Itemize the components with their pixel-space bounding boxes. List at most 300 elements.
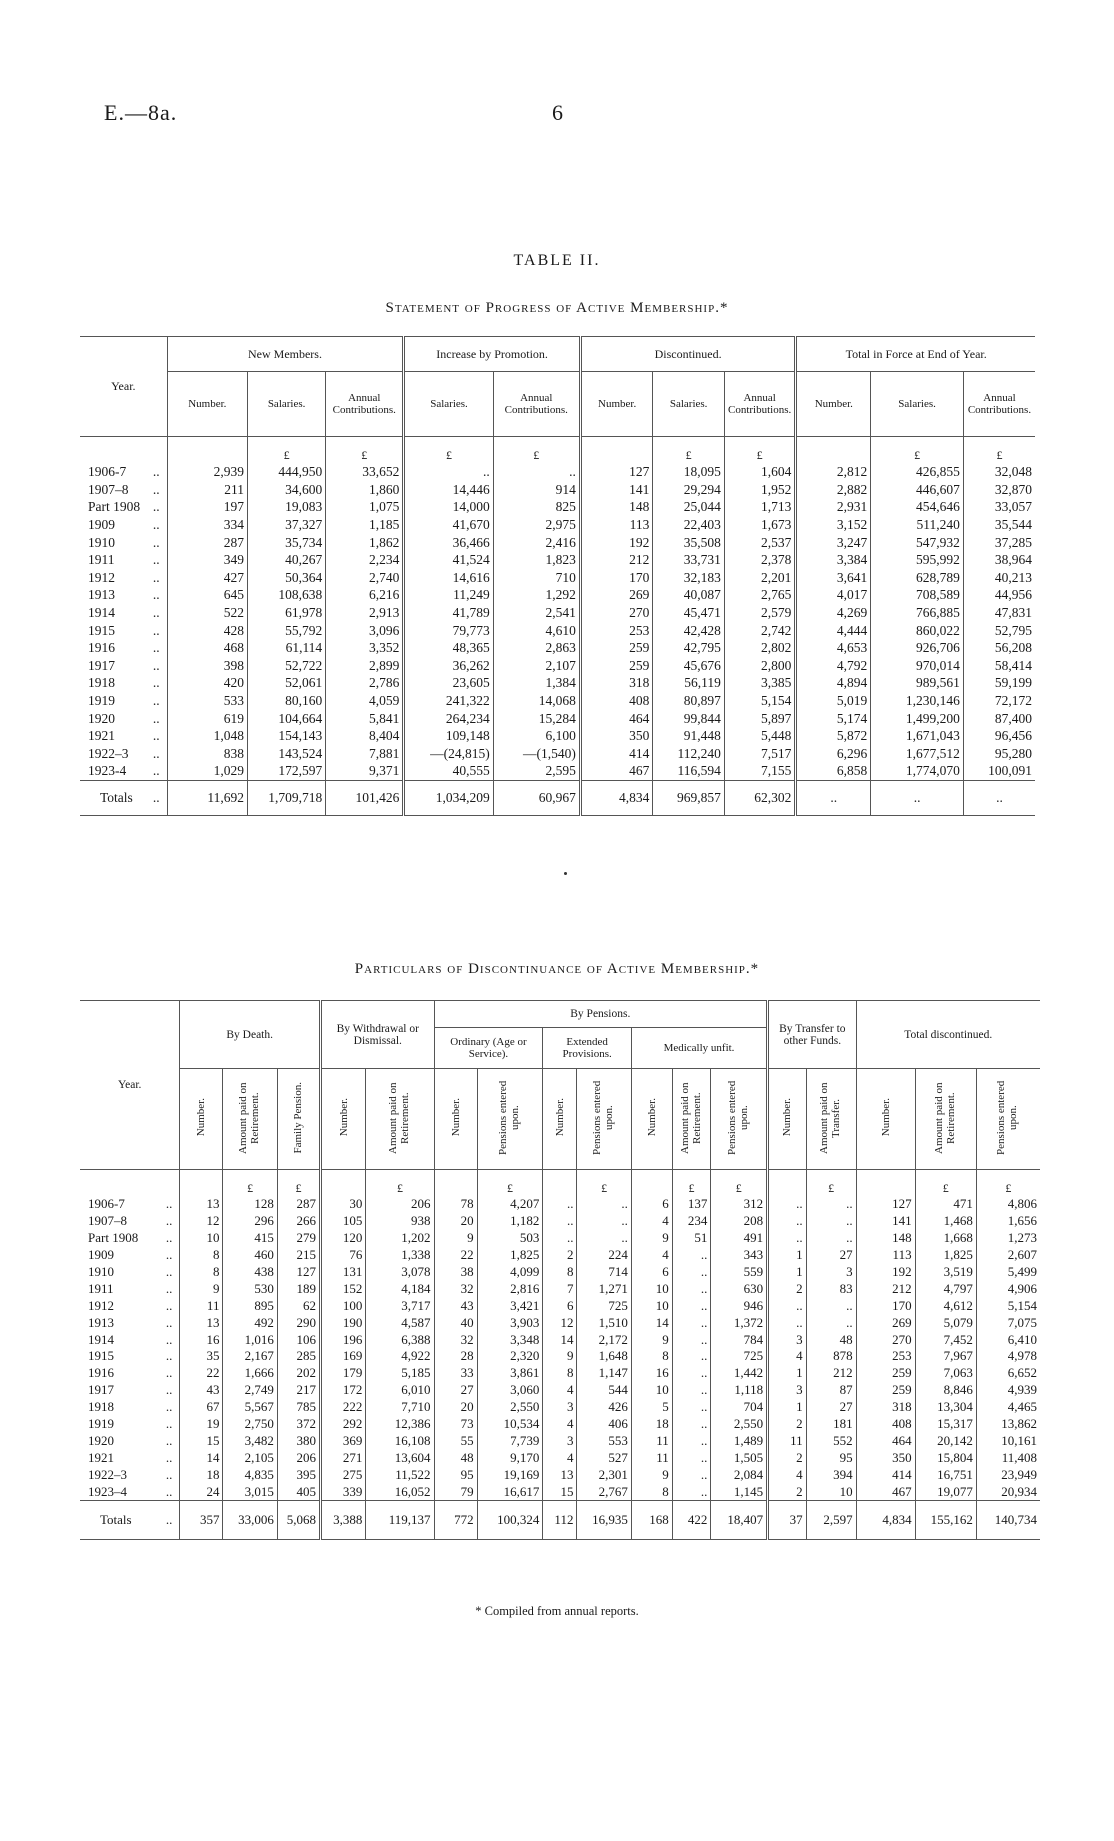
data-cell: 95: [434, 1466, 477, 1483]
data-cell: 37,327: [248, 516, 326, 534]
leader-dots: ..: [165, 1247, 173, 1263]
data-cell: 4: [543, 1382, 577, 1399]
data-cell: 3,015: [223, 1483, 277, 1500]
data-cell: 2,812: [796, 463, 871, 481]
year-cell: [80, 674, 167, 692]
data-cell: 22: [180, 1365, 223, 1382]
data-cell: 446,607: [871, 481, 964, 499]
leader-dots: ..: [165, 1483, 173, 1499]
year-label: 1923–4: [88, 1483, 127, 1499]
data-cell: 2,749: [223, 1382, 277, 1399]
data-cell: 18: [631, 1416, 672, 1433]
table-row: [80, 1365, 1040, 1382]
data-cell: ..: [577, 1196, 631, 1213]
data-cell: 946: [711, 1297, 768, 1314]
data-cell: 4,612: [915, 1297, 976, 1314]
unit-row: [80, 1170, 1040, 1197]
data-cell: 13,862: [976, 1416, 1040, 1433]
col-amount-retirement: Amount paid on Retirement.: [237, 1081, 262, 1154]
data-cell: 10: [631, 1280, 672, 1297]
data-cell: 426,855: [871, 463, 964, 481]
leader-dots: ..: [165, 1213, 173, 1229]
data-cell: 80,897: [653, 692, 724, 710]
year-cell: [80, 1348, 180, 1365]
data-cell: 3,641: [796, 569, 871, 587]
unit-spacer: [80, 437, 167, 464]
data-cell: 492: [223, 1314, 277, 1331]
data-cell: 9: [631, 1331, 672, 1348]
data-cell: 61,978: [248, 604, 326, 622]
data-cell: 5,019: [796, 692, 871, 710]
data-cell: 1,147: [577, 1365, 631, 1382]
data-cell: 4,939: [976, 1382, 1040, 1399]
total-cell: 16,935: [577, 1501, 631, 1540]
data-cell: 2,931: [796, 498, 871, 516]
data-cell: 2,802: [724, 639, 796, 657]
data-cell: 3: [768, 1382, 807, 1399]
data-cell: 16: [631, 1365, 672, 1382]
data-cell: 2,800: [724, 657, 796, 675]
data-cell: 212: [580, 551, 653, 569]
ordinary-header: Ordinary (Age or Service).: [434, 1028, 543, 1069]
data-cell: 11: [180, 1297, 223, 1314]
unit-cell: [180, 1170, 223, 1197]
year-label: 1912: [88, 1297, 114, 1313]
data-cell: 44,956: [963, 586, 1035, 604]
data-cell: 7,075: [976, 1314, 1040, 1331]
data-cell: 116,594: [653, 762, 724, 780]
data-cell: 12: [543, 1314, 577, 1331]
data-cell: 3,717: [366, 1297, 434, 1314]
data-cell: 22,403: [653, 516, 724, 534]
total-cell: 112: [543, 1501, 577, 1540]
data-cell: 51: [672, 1230, 711, 1247]
data-cell: 1,862: [326, 533, 404, 551]
data-cell: ..: [806, 1213, 856, 1230]
year-label: 1912: [88, 569, 115, 585]
pensions-header: By Pensions.: [434, 1001, 768, 1028]
table-row: [80, 569, 1035, 587]
new-members-header: New Members.: [167, 337, 404, 372]
data-cell: 1,713: [724, 498, 796, 516]
data-cell: 2,167: [223, 1348, 277, 1365]
data-cell: 45,676: [653, 657, 724, 675]
data-cell: 47,831: [963, 604, 1035, 622]
data-cell: 8: [543, 1264, 577, 1281]
data-cell: 16,052: [366, 1483, 434, 1500]
data-cell: 2,913: [326, 604, 404, 622]
data-cell: 3: [543, 1432, 577, 1449]
data-cell: 5,872: [796, 727, 871, 745]
total-cell: 155,162: [915, 1501, 976, 1540]
data-cell: ..: [672, 1314, 711, 1331]
leader-dots: ..: [152, 710, 160, 726]
data-cell: 2,301: [577, 1466, 631, 1483]
data-cell: 50,364: [248, 569, 326, 587]
data-cell: 137: [672, 1196, 711, 1213]
table-row: [80, 674, 1035, 692]
data-cell: 1,029: [167, 762, 247, 780]
data-cell: 16,751: [915, 1466, 976, 1483]
data-cell: 926,706: [871, 639, 964, 657]
data-cell: 13: [180, 1196, 223, 1213]
data-cell: 8: [180, 1247, 223, 1264]
data-cell: 23,605: [404, 674, 493, 692]
year-cell: [80, 1432, 180, 1449]
col-annual: Annual Contributions.: [493, 372, 580, 437]
leader-dots: ..: [165, 1449, 173, 1465]
table-row: [80, 1348, 1040, 1365]
col-annual: Annual Contributions.: [963, 372, 1035, 437]
data-cell: 4,835: [223, 1466, 277, 1483]
data-cell: 292: [321, 1416, 366, 1433]
data-cell: 343: [711, 1247, 768, 1264]
year-label: 1915: [88, 622, 115, 638]
data-cell: 405: [277, 1483, 320, 1500]
data-cell: 1,823: [493, 551, 580, 569]
data-cell: 1,677,512: [871, 745, 964, 763]
col-family-pension: Family Pension.: [292, 1081, 305, 1154]
data-cell: 2,786: [326, 674, 404, 692]
table-row: [80, 1247, 1040, 1264]
data-cell: 10,161: [976, 1432, 1040, 1449]
data-cell: 3,096: [326, 621, 404, 639]
data-cell: 4,465: [976, 1399, 1040, 1416]
total-cell: 140,734: [976, 1501, 1040, 1540]
data-cell: 6,410: [976, 1331, 1040, 1348]
data-cell: 192: [580, 533, 653, 551]
data-cell: 19: [180, 1416, 223, 1433]
data-cell: 259: [580, 639, 653, 657]
data-cell: 41,524: [404, 551, 493, 569]
data-cell: 2,201: [724, 569, 796, 587]
data-cell: 24: [180, 1483, 223, 1500]
table-row: [80, 1382, 1040, 1399]
data-cell: ..: [543, 1230, 577, 1247]
data-cell: 2,742: [724, 621, 796, 639]
data-cell: 398: [167, 657, 247, 675]
leader-dots: ..: [152, 657, 160, 673]
data-cell: 40,555: [404, 762, 493, 780]
data-cell: 36,466: [404, 533, 493, 551]
data-cell: 99,844: [653, 709, 724, 727]
data-cell: 12: [180, 1213, 223, 1230]
data-cell: 4: [543, 1416, 577, 1433]
year-label: 1906-7: [88, 464, 127, 480]
totals-label: Totals: [100, 1512, 132, 1528]
data-cell: 18: [180, 1466, 223, 1483]
data-cell: 202: [277, 1365, 320, 1382]
data-cell: 468: [167, 639, 247, 657]
data-cell: 895: [223, 1297, 277, 1314]
leader-dots: ..: [165, 1297, 173, 1313]
data-cell: 222: [321, 1399, 366, 1416]
data-cell: 2,320: [477, 1348, 543, 1365]
data-cell: 78: [434, 1196, 477, 1213]
leader-dots: ..: [165, 1512, 173, 1528]
data-cell: 1,825: [477, 1247, 543, 1264]
year-cell: [80, 657, 167, 675]
data-cell: 3,078: [366, 1264, 434, 1281]
table-row: [80, 481, 1035, 499]
data-cell: ..: [672, 1348, 711, 1365]
data-cell: 120: [321, 1230, 366, 1247]
data-cell: ..: [768, 1314, 807, 1331]
data-cell: 40,213: [963, 569, 1035, 587]
data-cell: ..: [672, 1399, 711, 1416]
col-salaries: Salaries.: [248, 372, 326, 437]
data-cell: ..: [672, 1449, 711, 1466]
data-cell: 179: [321, 1365, 366, 1382]
data-cell: 13,604: [366, 1449, 434, 1466]
data-cell: 5,154: [724, 692, 796, 710]
total-cell: 1,709,718: [248, 780, 326, 815]
data-cell: 427: [167, 569, 247, 587]
table-row: [80, 657, 1035, 675]
data-cell: 9,170: [477, 1449, 543, 1466]
data-cell: 127: [580, 463, 653, 481]
data-cell: 32,048: [963, 463, 1035, 481]
data-cell: 3,861: [477, 1365, 543, 1382]
data-cell: ..: [768, 1196, 807, 1213]
data-cell: 2,550: [711, 1416, 768, 1433]
data-cell: 52,061: [248, 674, 326, 692]
data-cell: 4,653: [796, 639, 871, 657]
data-cell: 9: [180, 1280, 223, 1297]
col-number: Number.: [195, 1098, 208, 1137]
data-cell: 5,079: [915, 1314, 976, 1331]
leader-dots: ..: [152, 693, 160, 709]
data-cell: 40,087: [653, 586, 724, 604]
data-cell: 3,384: [796, 551, 871, 569]
data-cell: 7,517: [724, 745, 796, 763]
totals-row: [80, 1501, 1040, 1540]
data-cell: 710: [493, 569, 580, 587]
data-cell: 350: [580, 727, 653, 745]
data-cell: 20: [434, 1399, 477, 1416]
data-cell: ..: [577, 1213, 631, 1230]
data-cell: 1: [768, 1399, 807, 1416]
data-cell: 460: [223, 1247, 277, 1264]
year-cell: [80, 1466, 180, 1483]
data-cell: 109,148: [404, 727, 493, 745]
data-cell: 3: [543, 1399, 577, 1416]
data-cell: 1,384: [493, 674, 580, 692]
data-cell: 2,939: [167, 463, 247, 481]
col-pensions-entered: Pensions entered upon.: [497, 1080, 522, 1155]
data-cell: 426: [577, 1399, 631, 1416]
table-row: [80, 463, 1035, 481]
data-cell: 14: [543, 1331, 577, 1348]
data-cell: 1,656: [976, 1213, 1040, 1230]
data-cell: 1,860: [326, 481, 404, 499]
data-cell: 369: [321, 1432, 366, 1449]
data-cell: 4,099: [477, 1264, 543, 1281]
data-cell: ..: [672, 1280, 711, 1297]
data-cell: 4,587: [366, 1314, 434, 1331]
data-cell: 9: [631, 1466, 672, 1483]
year-cell: [80, 1483, 180, 1500]
leader-dots: ..: [152, 499, 160, 515]
data-cell: 259: [856, 1382, 915, 1399]
data-cell: 6,216: [326, 586, 404, 604]
year-label: 1923-4: [88, 763, 127, 779]
data-cell: 275: [321, 1466, 366, 1483]
data-cell: ..: [672, 1264, 711, 1281]
data-cell: 25,044: [653, 498, 724, 516]
year-cell: [80, 639, 167, 657]
col-number: Number.: [796, 372, 871, 437]
total-cell: 119,137: [366, 1501, 434, 1540]
data-cell: 1,292: [493, 586, 580, 604]
data-cell: 619: [167, 709, 247, 727]
data-cell: 2,107: [493, 657, 580, 675]
data-cell: 1,338: [366, 1247, 434, 1264]
data-cell: 55,792: [248, 621, 326, 639]
unit-cell: [321, 1170, 366, 1197]
data-cell: 80,160: [248, 692, 326, 710]
data-cell: 14,068: [493, 692, 580, 710]
data-cell: 428: [167, 621, 247, 639]
data-cell: 113: [580, 516, 653, 534]
data-cell: 169: [321, 1348, 366, 1365]
leader-dots: ..: [165, 1314, 173, 1330]
data-cell: 72,172: [963, 692, 1035, 710]
data-cell: 148: [580, 498, 653, 516]
year-cell: [80, 1365, 180, 1382]
year-label: 1911: [88, 1280, 114, 1296]
data-cell: 7: [543, 1280, 577, 1297]
data-cell: ..: [672, 1365, 711, 1382]
data-cell: 2,234: [326, 551, 404, 569]
data-cell: ..: [672, 1416, 711, 1433]
totals-label-cell: [80, 1501, 180, 1540]
leader-dots: ..: [152, 481, 160, 497]
data-cell: 318: [580, 674, 653, 692]
data-cell: 503: [477, 1230, 543, 1247]
data-cell: 197: [167, 498, 247, 516]
data-cell: 206: [277, 1449, 320, 1466]
table-row: [80, 533, 1035, 551]
leader-dots: ..: [165, 1196, 173, 1212]
data-cell: 241,322: [404, 692, 493, 710]
unit-cell: £: [366, 1170, 434, 1197]
data-cell: 4,806: [976, 1196, 1040, 1213]
data-cell: 100,091: [963, 762, 1035, 780]
table-row: [80, 1416, 1040, 1433]
data-cell: 1,673: [724, 516, 796, 534]
table-row: [80, 1432, 1040, 1449]
data-cell: 16,617: [477, 1483, 543, 1500]
data-cell: 2,541: [493, 604, 580, 622]
data-cell: 914: [493, 481, 580, 499]
total-cell: 37: [768, 1501, 807, 1540]
table-subtitle: Statement of Progress of Active Membership.*: [385, 300, 729, 316]
data-cell: 533: [167, 692, 247, 710]
data-cell: 6,100: [493, 727, 580, 745]
table-subtitle: Particulars of Discontinuance of Active Membership.*: [354, 961, 760, 977]
data-cell: 29,294: [653, 481, 724, 499]
leader-dots: ..: [165, 1348, 173, 1364]
data-cell: 27: [434, 1382, 477, 1399]
data-cell: 11: [631, 1449, 672, 1466]
data-cell: 547,932: [871, 533, 964, 551]
data-cell: 4: [631, 1213, 672, 1230]
col-number: Number.: [337, 1098, 350, 1137]
data-cell: 4: [768, 1348, 807, 1365]
year-cell: [80, 1399, 180, 1416]
leader-dots: ..: [165, 1399, 173, 1415]
data-cell: 8: [180, 1264, 223, 1281]
data-cell: 860,022: [871, 621, 964, 639]
data-cell: 170: [580, 569, 653, 587]
year-cell: [80, 586, 167, 604]
leader-dots: ..: [152, 569, 160, 585]
data-cell: 1,648: [577, 1348, 631, 1365]
data-cell: 2,750: [223, 1416, 277, 1433]
data-cell: 4: [543, 1449, 577, 1466]
data-cell: 3,352: [326, 639, 404, 657]
data-cell: 6: [543, 1297, 577, 1314]
data-cell: 83: [806, 1280, 856, 1297]
data-cell: 372: [277, 1416, 320, 1433]
data-cell: 2,550: [477, 1399, 543, 1416]
total-cell: 1,034,209: [404, 780, 493, 815]
unit-cell: £: [477, 1170, 543, 1197]
data-cell: 253: [856, 1348, 915, 1365]
data-cell: 559: [711, 1264, 768, 1281]
data-cell: ..: [672, 1331, 711, 1348]
unit-cell: [543, 1170, 577, 1197]
year-cell: [80, 745, 167, 763]
unit-cell: £: [493, 437, 580, 464]
data-cell: 1,952: [724, 481, 796, 499]
leader-dots: ..: [152, 675, 160, 691]
data-cell: 708,589: [871, 586, 964, 604]
data-cell: 10: [180, 1230, 223, 1247]
data-cell: 464: [580, 709, 653, 727]
year-label: Part 1908: [88, 499, 141, 515]
data-cell: 1: [768, 1247, 807, 1264]
data-cell: 208: [711, 1213, 768, 1230]
progress-table: [80, 336, 1035, 816]
table-row: [80, 621, 1035, 639]
col-number: Number.: [449, 1098, 462, 1137]
data-cell: ..: [806, 1314, 856, 1331]
year-cell: [80, 1297, 180, 1314]
unit-row: [80, 437, 1035, 464]
transfer-header: By Transfer to other Funds.: [768, 1001, 857, 1069]
leader-dots: ..: [152, 517, 160, 533]
data-cell: 3,152: [796, 516, 871, 534]
year-label: 1909: [88, 517, 115, 533]
data-cell: 73: [434, 1416, 477, 1433]
data-cell: 14: [180, 1449, 223, 1466]
data-cell: 825: [493, 498, 580, 516]
unit-cell: £: [277, 1170, 320, 1197]
data-cell: 552: [806, 1432, 856, 1449]
data-cell: 34,600: [248, 481, 326, 499]
table-row: [80, 1196, 1040, 1213]
data-cell: 10,534: [477, 1416, 543, 1433]
data-cell: 4,184: [366, 1280, 434, 1297]
total-cell: 60,967: [493, 780, 580, 815]
data-cell: 127: [277, 1264, 320, 1281]
unit-cell: [167, 437, 247, 464]
leader-dots: ..: [165, 1466, 173, 1482]
unit-cell: £: [248, 437, 326, 464]
data-cell: 212: [806, 1365, 856, 1382]
